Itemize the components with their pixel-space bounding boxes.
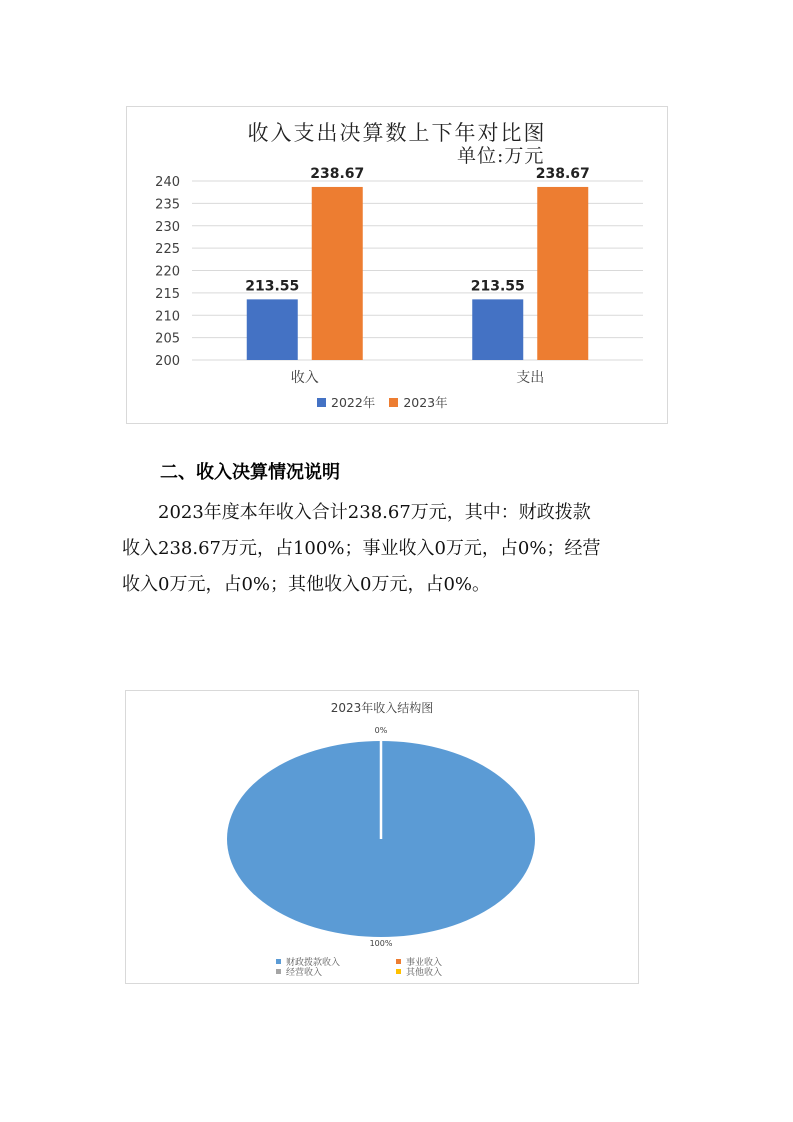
paragraph-line-1: 2023年度本年收入合计238.67万元，其中：财政拨款: [158, 502, 591, 523]
paragraph-line-3: 收入0万元，占0%；其他收入0万元，占0%。: [122, 574, 491, 595]
paragraph-line-2: 收入238.67万元，占100%；事业收入0万元，占0%；经营: [122, 538, 601, 559]
legend-item-2022: [317, 393, 375, 411]
pie-legend-swatch-other: [396, 969, 401, 974]
legend-item-2023: [389, 393, 447, 411]
pie-legend-label-other: 其他收入: [406, 967, 443, 978]
y-tick-label-215: 215: [155, 286, 180, 302]
x-tick-label-收入: 收入: [290, 370, 319, 386]
bar-收入-2022年: [247, 299, 298, 360]
bar-支出-2023年: [537, 187, 588, 360]
legend-swatch-2022: [317, 398, 326, 407]
pie-chart-legend: [276, 956, 496, 976]
y-tick-label-225: 225: [155, 242, 180, 258]
y-tick-label-235: 235: [155, 197, 180, 213]
pie-legend-label-operating: 经营收入: [286, 967, 323, 978]
pie-legend-label-fiscal: 财政拨款收入: [286, 957, 341, 968]
pie-legend-swatch-fiscal: [276, 959, 281, 964]
data-label-支出-2023年: 238.67: [535, 165, 590, 182]
legend-label-2023: 2023年: [403, 395, 448, 410]
legend-swatch-2023: [389, 398, 398, 407]
y-tick-label-220: 220: [155, 264, 180, 280]
pie-legend-label-business: 事业收入: [406, 957, 443, 968]
bar-chart-legend: [317, 393, 462, 411]
section-heading: 二、收入决算情况说明: [160, 462, 340, 483]
bar-支出-2022年: [472, 299, 523, 360]
pie-chart-plot: [126, 691, 638, 983]
y-tick-label-230: 230: [155, 219, 180, 235]
y-tick-label-205: 205: [155, 331, 180, 347]
y-tick-label-210: 210: [155, 309, 180, 325]
pie-label-bottom: 100%: [369, 939, 393, 948]
bar-收入-2023年: [312, 187, 363, 360]
data-label-收入-2022年: 213.55: [245, 278, 300, 295]
bar-chart-plot: [127, 107, 667, 423]
section-paragraph: [122, 495, 677, 603]
bar-chart-container: [126, 106, 668, 424]
pie-label-top: 0%: [374, 726, 388, 735]
pie-legend-swatch-business: [396, 959, 401, 964]
pie-legend-swatch-operating: [276, 969, 281, 974]
x-tick-label-支出: 支出: [516, 370, 545, 386]
y-tick-label-240: 240: [155, 175, 180, 190]
pie-chart-title: 2023年收入结构图: [330, 701, 434, 715]
data-label-收入-2023年: 238.67: [310, 165, 365, 182]
bar-chart-title: 收入支出决算数上下年对比图: [247, 121, 547, 145]
pie-legend-item-other: [396, 966, 496, 976]
pie-legend-item-operating: [276, 966, 396, 976]
bar-chart-subtitle: 单位:万元: [457, 145, 545, 167]
y-tick-label-200: 200: [155, 354, 180, 369]
legend-label-2022: 2022年: [331, 395, 376, 410]
data-label-支出-2022年: 213.55: [470, 278, 525, 295]
pie-chart-container: [125, 690, 639, 984]
